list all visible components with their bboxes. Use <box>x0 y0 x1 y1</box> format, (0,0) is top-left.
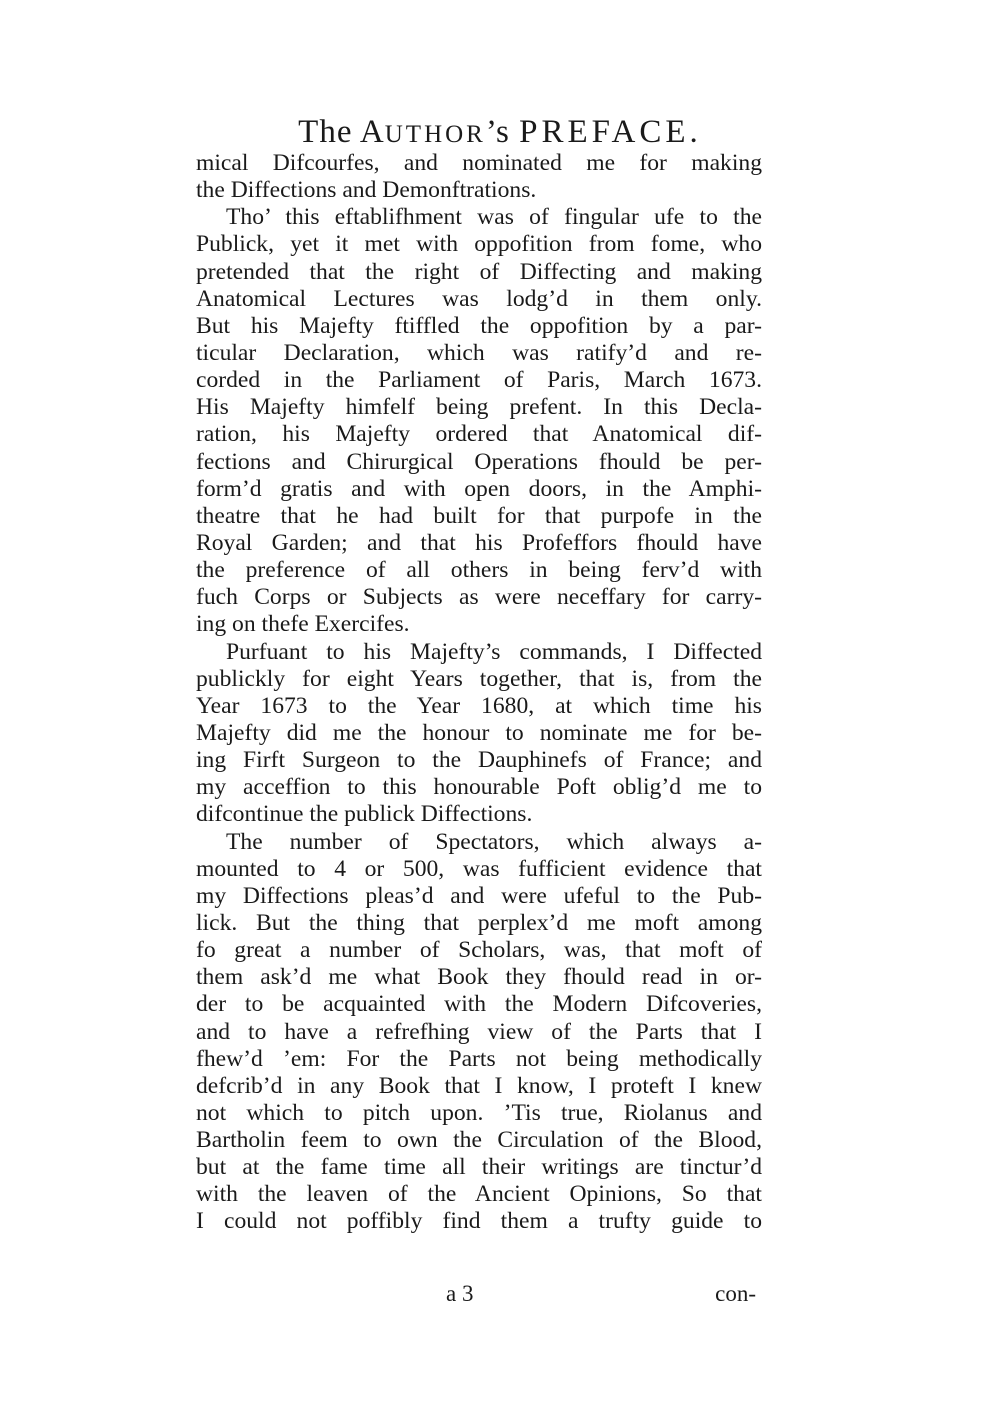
text-line: Tho’ this eftablifhment was of fingular ufe to the <box>226 204 762 231</box>
text-line: I could not poffibly find them a trufty guide to <box>196 1208 762 1235</box>
text-line: them ask’d me what Book they fhould read in or- <box>196 964 762 991</box>
text-line: Publick, yet it met with oppofition from fome, who <box>196 231 762 258</box>
text-line: the Diffections and Demonftrations. <box>196 177 537 204</box>
text-line: fections and Chirurgical Operations fhould be per- <box>196 448 762 475</box>
text-line: fo great a number of Scholars, was, that moft of <box>196 937 762 964</box>
running-head-author-initial: A <box>359 114 385 150</box>
text-line: The number of Spectators, which always a- <box>226 828 762 855</box>
text-line: defcrib’d in any Book that I know, I proteft I knew <box>196 1072 762 1099</box>
text-line: publickly for eight Years together, that is, from the <box>196 665 762 692</box>
text-line: fuch Corps or Subjects as were neceffary for carry- <box>196 584 762 611</box>
text-line: But his Majefty ftiffled the oppofition by a par- <box>196 312 762 339</box>
text-line: Majefty did me the honour to nominate me for be- <box>196 719 762 746</box>
text-line: ing Firft Surgeon to the Dauphinefs of France; and <box>196 747 762 774</box>
running-head-author-smallcaps: UTHOR <box>384 121 486 148</box>
text-line: Royal Garden; and that his Profeffors fhould have <box>196 529 762 556</box>
text-line: der to be acquainted with the Modern Difcoveries, <box>196 991 762 1018</box>
text-line: my Diffections pleas’d and were ufeful to the Pub- <box>196 882 762 909</box>
preface-body-text <box>196 150 762 1236</box>
text-line: Purfuant to his Majefty’s commands, I Diffected <box>226 638 762 665</box>
text-line: ticular Declaration, which was ratify’d and re- <box>196 339 762 366</box>
catchword: con- <box>715 1281 756 1306</box>
text-line: theatre that he had built for that purpofe in the <box>196 502 762 529</box>
text-line: mical Difcourfes, and nominated me for making <box>196 150 762 176</box>
text-line: the preference of all others in being ferv’d with <box>196 557 762 584</box>
text-line: pretended that the right of Diffecting and making <box>196 258 762 285</box>
text-line: Year 1673 to the Year 1680, at which time his <box>196 692 762 719</box>
text-line: ing on thefe Exercifes. <box>196 611 410 638</box>
running-head-the: The <box>298 114 360 150</box>
text-line: Anatomical Lectures was lodg’d in them only. <box>196 285 762 312</box>
signature-mark: a 3 <box>446 1281 474 1306</box>
page-footer <box>196 1281 762 1309</box>
text-line: not which to pitch upon. ’Tis true, Riolanus and <box>196 1099 762 1126</box>
text-line: but at the fame time all their writings are tinctur’d <box>196 1154 762 1181</box>
running-head-preface: PREFACE. <box>519 114 702 150</box>
text-line: form’d gratis and with open doors, in the Amphi- <box>196 475 762 502</box>
text-line: my acceffion to this honourable Poft oblig’d me to <box>196 774 762 801</box>
text-line: ration, his Majefty ordered that Anatomical dif- <box>196 421 762 448</box>
text-line: fhew’d ’em: For the Parts not being methodically <box>196 1045 762 1072</box>
text-line: Bartholin feem to own the Circulation of the Blood, <box>196 1127 762 1154</box>
text-line: and to have a refrefhing view of the Parts that I <box>196 1018 762 1045</box>
text-line: lick. But the thing that perplex’d me moft among <box>196 909 762 936</box>
text-line: His Majefty himfelf being prefent. In this Decla- <box>196 394 762 421</box>
text-line: with the leaven of the Ancient Opinions, So that <box>196 1181 762 1208</box>
text-line: corded in the Parliament of Paris, March 1673. <box>196 367 762 394</box>
running-head <box>0 112 1000 155</box>
text-line: mounted to 4 or 500, was fufficient evidence that <box>196 855 762 882</box>
text-line: difcontinue the publick Diffections. <box>196 801 533 828</box>
running-head-possessive: ’s <box>485 114 520 150</box>
